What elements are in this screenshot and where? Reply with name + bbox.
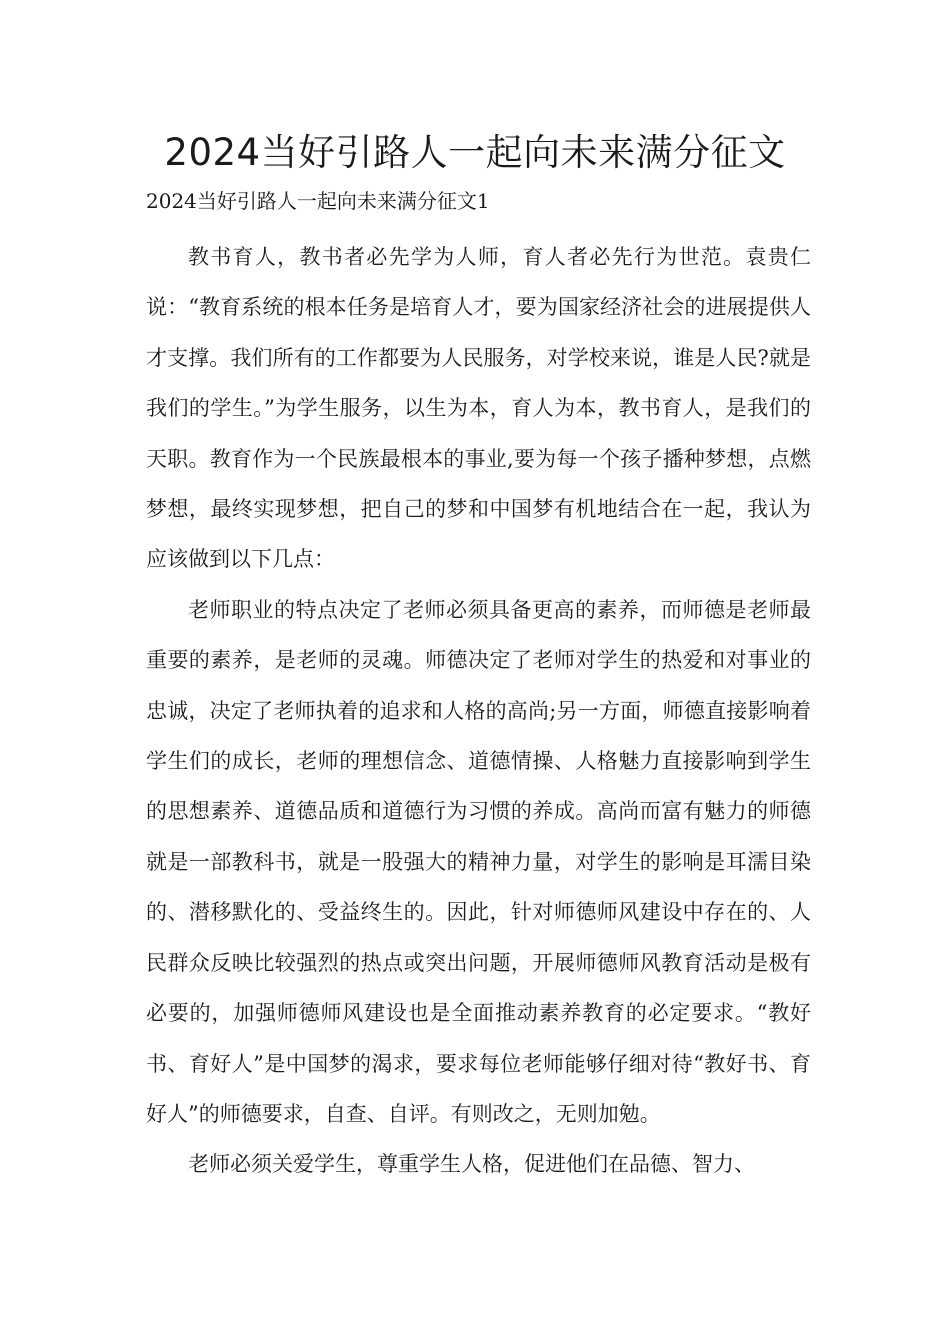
document-title: 2024当好引路人一起向未来满分征文 xyxy=(164,131,786,174)
document-body xyxy=(146,232,811,1190)
paragraph-3: 老师必须关爱学生，尊重学生人格，促进他们在品德、智力、 xyxy=(188,1152,755,1177)
paragraph-2: 老师职业的特点决定了老师必须具备更高的素养，而师德是老师最重要的素养，是老师的灵魂。师德决定了老师对学生的热爱和对事业的忠诚，决定了老师执着的追求和人格的高尚;另一方面，师德直接影响着学生们的成长，老师的理想信念、道德情操、人格魅力直接影响到学生的思想素养、道德品质和道德行为习惯的养成。高尚而富有魅力的师德就是一部教科书，就是一股强大的精神力量，对学生的影响是耳濡目染的、潜移默化的、受益终生的。因此，针对师德师风建设中存在的、人民群众反映比较强烈的热点或突出问题，开展师德师风教育活动是极有必要的，加强师德师风建设也是全面推动素养教育的必定要求。“教好书、育好人”是中国梦的渴求，要求每位老师能够仔细对待“教好书、育好人”的师德要求，自查、自评。有则改之，无则加勉。 xyxy=(146,597,811,1126)
paragraph-1: 教书育人，教书者必先学为人师，育人者必先行为世范。袁贵仁说：“教育系统的根本任务是培育人才，要为国家经济社会的进展提供人才支撑。我们所有的工作都要为人民服务，对学校来说，谁是人民?就是我们的学生。”为学生服务，以生为本，育人为本，教书育人，是我们的天职。教育作为一个民族最根本的事业,要为每一个孩子播种梦想，点燃梦想，最终实现梦想，把自己的梦和中国梦有机地结合在一起，我认为应该做到以下几点： xyxy=(146,245,811,572)
document-subtitle: 2024当好引路人一起向未来满分征文1 xyxy=(146,189,490,213)
